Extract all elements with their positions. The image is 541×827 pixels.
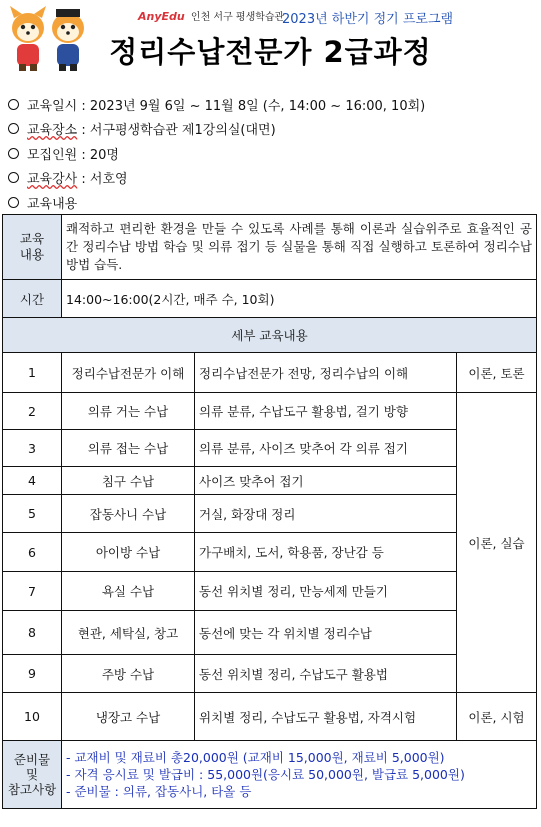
table-row [3, 533, 537, 572]
curriculum-table [2, 214, 537, 809]
session-number: 3 [3, 430, 62, 467]
info-label: 교육내용 [27, 196, 78, 212]
session-number: 1 [3, 353, 62, 393]
info-label: 교육강사 [27, 172, 78, 188]
intro-text: 쾌적하고 편리한 환경을 만들 수 있도록 사례를 통해 이론과 실습위주로 효율적인 공간 정리수납 방법 학습 및 의류 접기 등 실물을 통해 직접 실행하고 토론하여 정리수납 방법 습득. [62, 215, 537, 280]
info-row-content [8, 190, 528, 215]
session-method: 이론, 토론 [457, 353, 537, 393]
institution-logo [138, 8, 284, 23]
logo-subtitle: 인천 서구 평생학습관 [190, 12, 285, 23]
circle-bullet-icon [8, 123, 19, 134]
circle-bullet-icon [8, 197, 19, 208]
session-content: 위치별 정리, 수납도구 활용법, 자격시험 [195, 693, 457, 741]
session-content: 거실, 화장대 정리 [195, 495, 457, 533]
session-number: 2 [3, 393, 62, 430]
circle-bullet-icon [8, 148, 19, 159]
info-value: : 20명 [81, 147, 119, 163]
logo-brand: AnyEdu [138, 10, 185, 23]
session-number: 9 [3, 655, 62, 693]
table-row [3, 353, 537, 393]
info-label: 모집인원 [27, 147, 78, 163]
session-content: 동선 위치별 정리, 만능세제 만들기 [195, 572, 457, 611]
note-item: - 자격 응시료 및 발급비 : 55,000원(응시료 50,000원, 발급료 5,000원) [66, 767, 465, 782]
time-row [3, 280, 537, 318]
table-row [3, 693, 537, 741]
session-number: 10 [3, 693, 62, 741]
session-number: 4 [3, 467, 62, 495]
table-row [3, 572, 537, 611]
table-row [3, 393, 537, 430]
session-number: 7 [3, 572, 62, 611]
notes-cell [62, 741, 537, 809]
table-row [3, 655, 537, 693]
intro-row [3, 215, 537, 280]
session-topic: 욕실 수납 [62, 572, 195, 611]
table-row [3, 495, 537, 533]
info-value: : 서구평생학습관 제1강의실(대면) [81, 123, 276, 139]
session-method: 이론, 시험 [457, 693, 537, 741]
info-row-date [8, 92, 528, 117]
session-content: 동선 위치별 정리, 수납도구 활용법 [195, 655, 457, 693]
info-label: 교육일시 [27, 98, 78, 114]
session-content: 사이즈 맞추어 접기 [195, 467, 457, 495]
session-content: 가구배치, 도서, 학용품, 장난감 등 [195, 533, 457, 572]
table-row [3, 467, 537, 495]
session-topic: 잡동사니 수납 [62, 495, 195, 533]
session-number: 6 [3, 533, 62, 572]
notes-row [3, 741, 537, 809]
session-number: 5 [3, 495, 62, 533]
session-topic: 냉장고 수납 [62, 693, 195, 741]
session-content: 의류 분류, 수납도구 활용법, 걸기 방향 [195, 393, 457, 430]
session-method: 이론, 실습 [457, 393, 537, 693]
session-content: 정리수납전문가 전망, 정리수납의 이해 [195, 353, 457, 393]
info-label: 교육장소 [27, 123, 78, 139]
session-topic: 아이방 수납 [62, 533, 195, 572]
detail-header-row [3, 318, 537, 353]
note-item: - 교재비 및 재료비 총20,000원 (교재비 15,000원, 재료비 5,000원) [66, 750, 445, 765]
notes-label: 준비물 및 참고사항 [3, 741, 62, 809]
session-number: 8 [3, 611, 62, 655]
session-content: 의류 분류, 사이즈 맞추어 각 의류 접기 [195, 430, 457, 467]
circle-bullet-icon [8, 172, 19, 183]
info-value: : 2023년 9월 6일 ~ 11월 8일 (수, 14:00 ~ 16:00, 10회) [81, 98, 426, 114]
detail-header: 세부 교육내용 [3, 318, 537, 353]
session-topic: 의류 접는 수납 [62, 430, 195, 467]
page-header [0, 0, 541, 80]
circle-bullet-icon [8, 99, 19, 110]
info-value: : 서호영 [81, 172, 128, 188]
session-topic: 침구 수납 [62, 467, 195, 495]
session-topic: 정리수납전문가 이해 [62, 353, 195, 393]
table-row [3, 430, 537, 467]
session-topic: 주방 수납 [62, 655, 195, 693]
session-content: 동선에 맞는 각 위치별 정리수납 [195, 611, 457, 655]
session-topic: 의류 거는 수납 [62, 393, 195, 430]
info-list [8, 92, 528, 215]
info-row-capacity [8, 141, 528, 166]
time-label: 시간 [3, 280, 62, 318]
program-label: 2023년 하반기 정기 프로그램 [282, 12, 454, 27]
table-row [3, 611, 537, 655]
info-row-instructor [8, 166, 528, 191]
intro-label: 교육 내용 [3, 215, 62, 280]
page-title: 정리수납전문가 2급과정 [109, 35, 432, 69]
note-item: - 준비물 : 의류, 잡동사니, 타올 등 [66, 784, 252, 799]
session-topic: 현관, 세탁실, 창고 [62, 611, 195, 655]
time-text: 14:00~16:00(2시간, 매주 수, 10회) [62, 280, 537, 318]
info-row-place [8, 117, 528, 142]
